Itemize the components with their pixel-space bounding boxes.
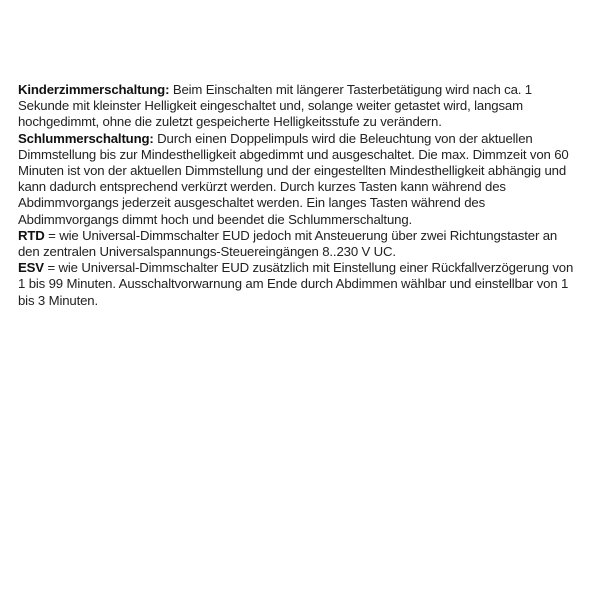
paragraph-term: Kinderzimmerschaltung: (18, 82, 170, 97)
paragraph-term: Schlummerschaltung: (18, 130, 154, 146)
paragraph-term: RTD (18, 227, 45, 243)
paragraph-rtd (18, 228, 581, 260)
paragraph-term: ESV (18, 260, 44, 276)
paragraph-text: Beim Einschalten mit längerer Tasterbetätigung wird nach ca. 1 Sekunde mit kleinster Helligkeit eingeschaltet und, solange weiter getastet wird, langsam hochgedimmt, ohne die zuletzt gespeicherte Helligkeitsstufe zu verändern. (18, 82, 532, 130)
paragraph-schlummerschaltung (18, 131, 581, 228)
paragraph-kinderzimmerschaltung (18, 82, 581, 131)
paragraph-text: Durch einen Doppelimpuls wird die Beleuchtung von der aktuellen Dimmstellung bis zur Mindesthelligkeit abgedimmt und ausgeschaltet. Die max. Dimmzeit von 60 Minuten ist von der aktuellen Dimmstellung und der eingestellten Mindesthelligkeit abhängig und kann dadurch entsprechend verkürzt werden. Durch kurzes Tasten kann während des Abdimmvorgangs jederzeit ausgeschaltet werden. Ein langes Tasten während des Abdimmvorgangs dimmt hoch und beendet die Schlummerschaltung. (18, 130, 569, 227)
paragraph-text: = wie Universal-Dimmschalter EUD zusätzlich mit Einstellung einer Rückfallverzögerung von 1 bis 99 Minuten. Ausschaltvorwarnung am Ende durch Abdimmen wählbar und einstellbar von 1 bis 3 Minuten. (18, 260, 574, 308)
document-body (18, 82, 581, 309)
paragraph-text: = wie Universal-Dimmschalter EUD jedoch mit Ansteuerung über zwei Richtungstaster an den zentralen Universalspannungs-Steuereingängen 8..230 V UC. (18, 227, 558, 260)
paragraph-esv (18, 260, 581, 309)
